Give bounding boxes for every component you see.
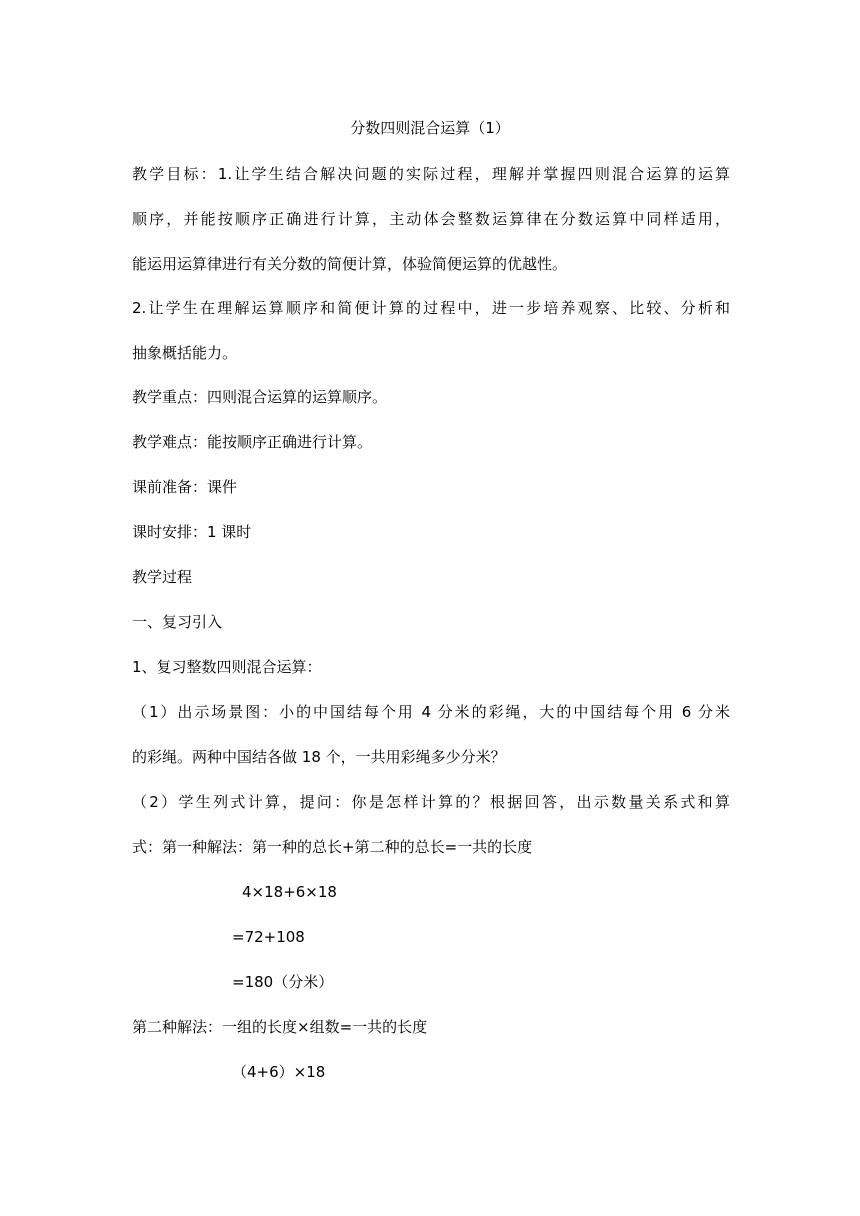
equation-line: （4+6）×18: [232, 1063, 326, 1081]
paragraph-line: （1）出示场景图：小的中国结每个用 4 分米的彩绳，大的中国结每个用 6 分米: [132, 703, 730, 721]
equation-line: 4×18+6×18: [242, 883, 337, 901]
section-heading: 教学过程: [132, 568, 193, 586]
paragraph-line: 教学难点：能按顺序正确进行计算。: [132, 433, 373, 451]
section-heading: 一、复习引入: [132, 613, 223, 631]
paragraph-line: 教学目标：1.让学生结合解决问题的实际过程，理解并掌握四则混合运算的运算: [132, 165, 730, 183]
paragraph-line: 第二种解法：一组的长度×组数=一共的长度: [132, 1018, 428, 1036]
document-title: 分数四则混合运算（1）: [350, 119, 510, 137]
paragraph-line: （2）学生列式计算，提问：你是怎样计算的？根据回答，出示数量关系式和算: [132, 793, 730, 811]
paragraph-line: 式：第一种解法：第一种的总长+第二种的总长=一共的长度: [132, 838, 533, 856]
paragraph-line: 的彩绳。两种中国结各做 18 个，一共用彩绳多少分米？: [132, 748, 506, 766]
paragraph-line: 2.让学生在理解运算顺序和简便计算的过程中，进一步培养观察、比较、分析和: [132, 299, 730, 317]
equation-line: =72+108: [232, 928, 305, 946]
paragraph-line: 1、复习整数四则混合运算：: [132, 658, 322, 676]
paragraph-line: 抽象概括能力。: [132, 344, 238, 362]
equation-line: =180（分米）: [232, 973, 334, 991]
paragraph-line: 课时安排：1 课时: [132, 523, 252, 541]
paragraph-line: 能运用运算律进行有关分数的简便计算，体验简便运算的优越性。: [132, 255, 568, 273]
paragraph-line: 课前准备：课件: [132, 478, 238, 496]
paragraph-line: 顺序，并能按顺序正确进行计算，主动体会整数运算律在分数运算中同样适用，: [132, 210, 730, 228]
paragraph-line: 教学重点：四则混合运算的运算顺序。: [132, 388, 388, 406]
